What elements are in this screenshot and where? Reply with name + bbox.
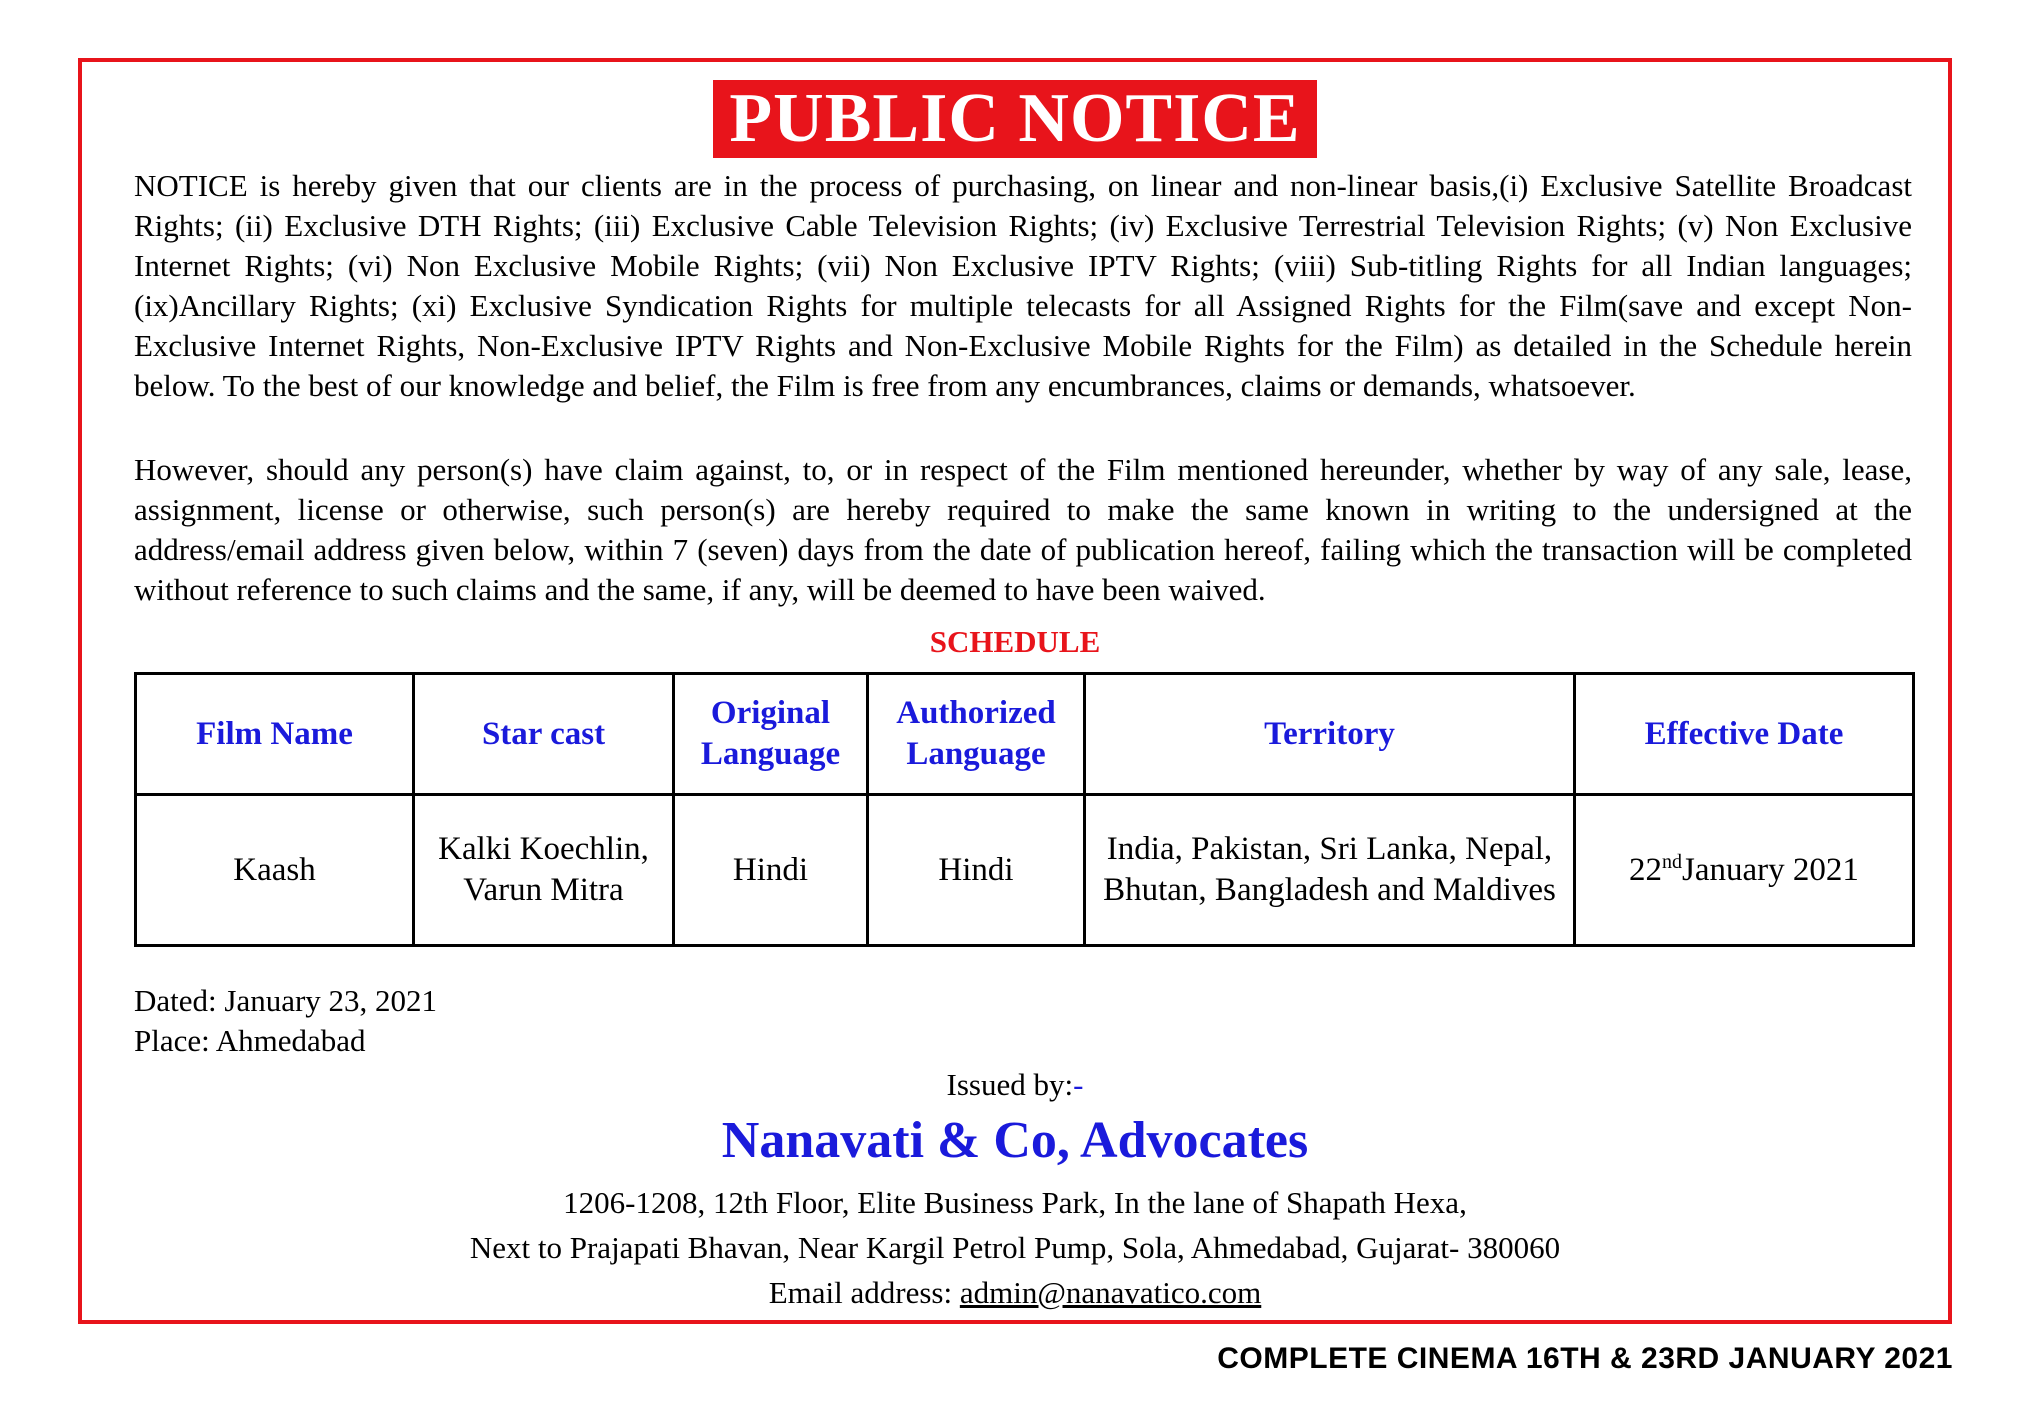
issued-by-line	[82, 1065, 1948, 1105]
schedule-heading: SCHEDULE	[929, 624, 1101, 659]
firm-name: Nanavati & Co, Advocates	[721, 1112, 1309, 1169]
effective-date-suffix: nd	[1662, 850, 1683, 873]
cell-territory: India, Pakistan, Sri Lanka, Nepal, Bhutan, Bangladesh and Maldives	[1085, 795, 1575, 946]
notice-paragraph-2: However, should any person(s) have claim against, to, or in respect of the Film mentioned hereunder, whether by way of any sale, lease, assignment, license or otherwise, such person(s) are hereby required to make the same known in writing to the undersigned at the address/email address given below, within 7 (seven) days from the date of publication hereof, failing which the transaction will be completed without reference to such claims and the same, if any, will be deemed to have been waived.	[134, 452, 1912, 607]
issued-by-label: Issued by:	[946, 1067, 1074, 1102]
place-line: Place: Ahmedabad	[134, 1023, 366, 1058]
column-header-original-language: Original Language	[674, 674, 868, 795]
address-line-2: Next to Prajapati Bhavan, Near Kargil Petrol Pump, Sola, Ahmedabad, Gujarat- 380060	[469, 1230, 1561, 1265]
effective-date-rest: January 2021	[1682, 851, 1859, 888]
table-header-row	[136, 674, 1914, 795]
table-row	[136, 795, 1914, 946]
email-link[interactable]: admin@nanavatico.com	[959, 1275, 1262, 1310]
title-wrap	[82, 80, 1948, 158]
cell-star-cast: Kalki Koechlin, Varun Mitra	[414, 795, 674, 946]
dated-line: Dated: January 23, 2021	[134, 983, 438, 1018]
email-line	[82, 1273, 1948, 1313]
column-header-effective-date: Effective Date	[1575, 674, 1914, 795]
effective-date-day: 22	[1629, 851, 1663, 888]
column-header-film-name: Film Name	[136, 674, 414, 795]
publication-footer: COMPLETE CINEMA 16TH & 23RD JANUARY 2021	[1217, 1342, 1953, 1375]
notice-frame	[78, 58, 1952, 1324]
cell-authorized-language: Hindi	[868, 795, 1085, 946]
issued-by-dash: -	[1073, 1067, 1084, 1102]
cell-film-name: Kaash	[136, 795, 414, 946]
cell-original-language: Hindi	[674, 795, 868, 946]
notice-paragraph-1: NOTICE is hereby given that our clients are in the process of purchasing, on linear and non-linear basis,(i) Exclusive Satellite Broadcast Rights; (ii) Exclusive DTH Rights; (iii) Exclusive Cable Television Rights; (iv) Exclusive Terrestrial Television Rights; (v) Non Exclusive Internet Rights; (vi) Non Exclusive Mobile Rights; (vii) Non Exclusive IPTV Rights; (viii) Sub-titling Rights for all Indian languages; (ix)Ancillary Rights; (xi) Exclusive Syndication Rights for multiple telecasts for all Assigned Rights for the Film(save and except Non-Exclusive Internet Rights, Non-Exclusive IPTV Rights and Non-Exclusive Mobile Rights for the Film) as detailed in the Schedule herein below. To the best of our knowledge and belief, the Film is free from any encumbrances, claims or demands, whatsoever.	[134, 168, 1912, 403]
column-header-authorized-language: Authorized Language	[868, 674, 1085, 795]
cell-effective-date	[1575, 795, 1914, 946]
notice-title: PUBLIC NOTICE	[713, 80, 1316, 158]
email-label: Email address:	[768, 1275, 960, 1310]
column-header-territory: Territory	[1085, 674, 1575, 795]
column-header-star-cast: Star cast	[414, 674, 674, 795]
address-line-1: 1206-1208, 12th Floor, Elite Business Park, In the lane of Shapath Hexa,	[563, 1185, 1467, 1220]
schedule-table	[134, 672, 1915, 947]
